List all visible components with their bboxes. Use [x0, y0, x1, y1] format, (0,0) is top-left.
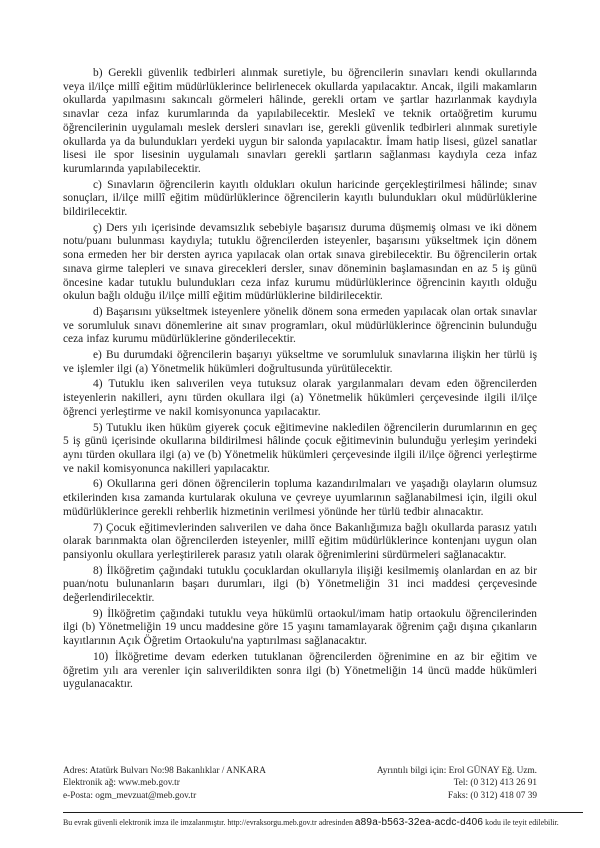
- footer-divider-rule: [63, 812, 583, 813]
- paragraph-e: e) Bu durumdaki öğrencilerin başarıyı yükseltme ve sorumluluk sınavlarına ilişkin her türlü iş ve işlemler ilgi (a) Yönetmelik hükümleri doğrultusunda yürütülecektir.: [63, 349, 537, 375]
- paragraph-6: 6) Okullarına geri dönen öğrencilerin topluma kazandırılmaları ve yaşadığı olayların olumsuz etkilerinden kısa zamanda kurtularak okuluna ve çevreye uyumlarının sağlanabilmesi için, ilgili okul müdürlüklerince gerekli rehberlik hizmetinin verilmesi yönünde her türlü tedbir alınacaktır.: [63, 478, 537, 518]
- phone-line: Tel: (0 312) 413 26 91: [453, 778, 537, 789]
- verification-code: a89a-b563-32ea-acdc-d406: [354, 817, 484, 828]
- paragraph-d: d) Başarısını yükseltmek isteyenlere yönelik dönem sona ermeden yapılacak olan ortak sınavlar ve sorumluluk sınavı dönemlerine ait sınav programları, okul müdürlüklerince öğrencinin bulunduğu ceza infaz kurumu müdürlüklerine gönderilecektir.: [63, 305, 537, 346]
- paragraph-10: 10) İlköğretime devam ederken tutuklanan öğrencilerden öğrenimine en az bir eğitim ve öğretim yılı ara verenler için salıverildikten sonra ilgi (b) Yönetmeliğin 14 üncü madde hükümleri uygulanacaktır.: [63, 650, 537, 691]
- paragraph-7: 7) Çocuk eğitimevlerinden salıverilen ve daha önce Bakanlığımıza bağlı okullarda parasız yatılı olarak barınmakta olan öğrencilerden isteyenler, millî eğitim müdürlüklerince kontenjanı uygun olan pansiyonlu okullara yerleştirilerek parasız yatılı olarak öğrenimlerini sürdürmeleri sağlanacaktır.: [63, 521, 537, 561]
- footer-contact-block: [63, 765, 537, 802]
- paragraph-9: 9) İlköğretim çağındaki tutuklu veya hükümlü ortaokul/imam hatip ortaokulu öğrencilerinden ilgi (b) Yönetmeliğin 19 uncu maddesine göre 15 yaşını tamamlayarak öğrenim çağı dışına çıkanların kayıtlarının Açık Öğretim Ortaokulu'na yaptırılması sağlanacaktır.: [63, 607, 537, 648]
- contact-address-column: [63, 765, 266, 802]
- website-line: Elektronik ağ: www.meb.gov.tr: [63, 778, 180, 789]
- email-line: e-Posta: ogm_mevzuat@meb.gov.tr: [63, 790, 197, 801]
- paragraph-c: c) Sınavların öğrencilerin kayıtlı oldukları okulun haricinde gerçekleştirilmesi hâlinde; sınav sonuçları, il/ilçe millî eğitim müdürlüklerince öğrencilerin kayıtlı bulundukları okul müdürlüklerine bildirilecektir.: [63, 178, 537, 219]
- verification-prefix: Bu evrak güvenli elektronik imza ile imzalanmıştır. http://evraksorgu.meb.gov.tr adresinden: [63, 818, 353, 827]
- address-line: Adres: Atatürk Bulvarı No:98 Bakanlıklar / ANKARA: [63, 766, 266, 776]
- fax-line: Faks: (0 312) 418 07 39: [447, 790, 537, 801]
- verification-suffix: kodu ile teyit edilebilir.: [485, 818, 559, 827]
- paragraph-5: 5) Tutuklu iken hüküm giyerek çocuk eğitimevine nakledilen öğrencilerin durumlarının en geç 5 iş günü içerisinde okullarına bildirilmesi hâlinde çocuk eğitimevinin bulunduğu yerleşim yerindeki aynı türden okullara ilgi (a) ve (b) Yönetmelik hükümleri çerçevesinde ilgili il/ilçe öğrenci yerleştirme ve nakil komisyonunca nakilleri yapılacaktır.: [63, 421, 537, 475]
- paragraph-8: 8) İlköğretim çağındaki tutuklu çocuklardan okullarıyla ilişiği kesilmemiş olanlardan en az bir puan/notu bulunanların başarı durumları, ilgi (b) Yönetmeliğin 31 inci maddesi çerçevesinde değerlendirilecektir.: [63, 564, 537, 605]
- info-contact-line: Ayrıntılı bilgi için: Erol GÜNAY Eğ. Uzm.: [376, 766, 537, 776]
- paragraph-4: 4) Tutuklu iken salıverilen veya tutuksuz olarak yargılanmaları devam eden öğrencilerden isteyenlerin nakilleri, aynı türden okullara ilgi (a) Yönetmelik hükümleri çerçevesinde ilgili il/ilçe öğrenci yerleştirme ve nakil komisyonunca yapılacaktır.: [63, 378, 537, 418]
- document-body: [63, 67, 537, 694]
- contact-info-column: [377, 765, 537, 802]
- e-signature-verification-line: [63, 817, 585, 829]
- paragraph-b: b) Gerekli güvenlik tedbirleri alınmak suretiyle, bu öğrencilerin sınavları kendi okullarında veya il/ilçe millî eğitim müdürlüklerince belirlenecek okullarda yapılacaktır. Ancak, ilgili makamların okullarda yapılmasını sakıncalı görmeleri hâlinde, gerekli ortam ve şartlar hazırlanmak kaydıyla sınavlar ceza infaz kurumlarında da yapılabilecektir. Meslekî ve teknik ortaöğretim kurumu öğrencilerinin uygulamalı meslek dersleri sınavları ise, gerekli güvenlik tedbirleri alınmak suretiyle okullarda ya da bulundukları yerdeki uygun bir salonda yapılacaktır. İmam hatip lisesi, güzel sanatlar lisesi ile spor lisesinin uygulamalı sınavları gerekli şartların sağlanması kaydıyla ceza infaz kurumlarında yapılabilecektir.: [63, 67, 537, 175]
- paragraph-cc: ç) Ders yılı içerisinde devamsızlık sebebiyle başarısız duruma düşmemiş olması ve iki dönem notu/puanı bulunması kaydıyla; tutuklu öğrencilerden isteyenler, başarısını yükseltmek için dönem sona ermeden her bir dersten ayrıca yapılacak olan ortak sınava girebilecektir. Bu öğrencilerin ortak sınava girme talepleri ve sınava girecekleri dersler, sınav döneminin başlamasından en az 5 iş günü öncesine kadar tutuklu bulundukları ceza infaz kurumu müdürlüklerince öğrencinin kayıtlı olduğu okulun bağlı olduğu il/ilçe millî eğitim müdürlüklerine bildirilecektir.: [63, 221, 537, 303]
